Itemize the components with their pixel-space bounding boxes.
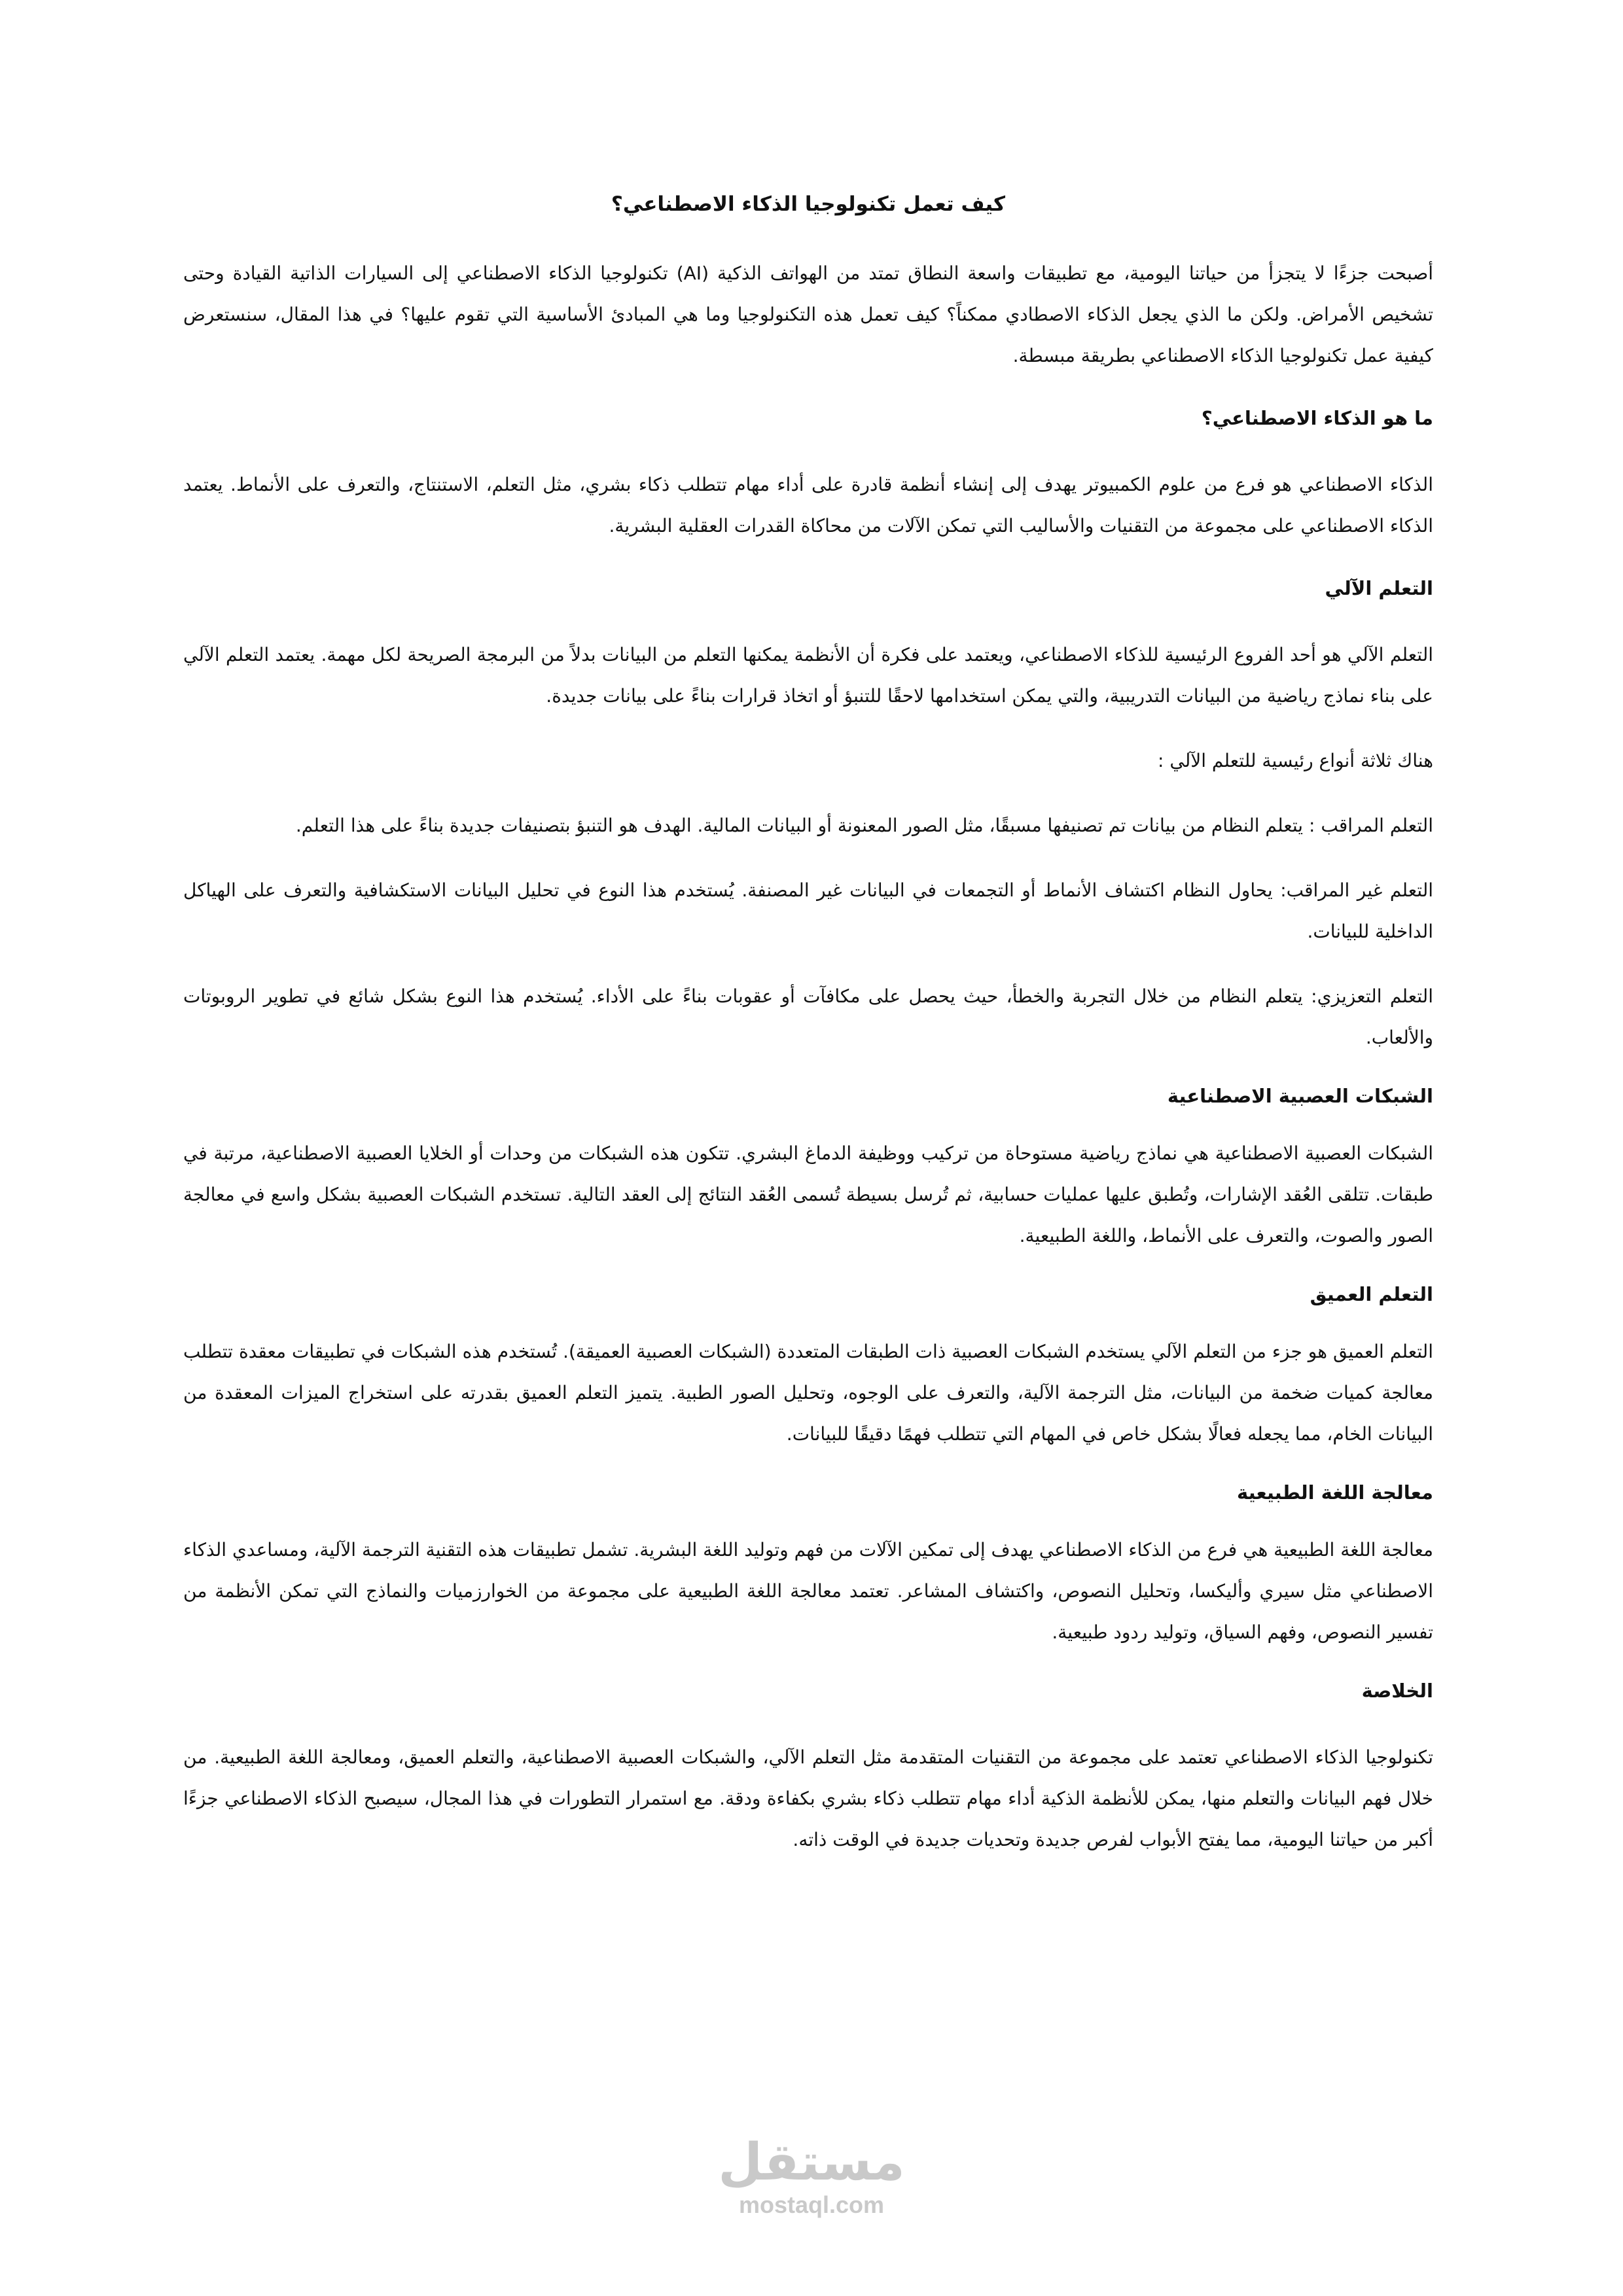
section-paragraph: التعلم التعزيزي: يتعلم النظام من خلال التجربة والخطأ، حيث يحصل على مكافآت أو عقوبات بناءً على الأداء. يُستخدم هذا النوع بشكل شائع في تطوير الروبوتات والألعاب. (183, 985, 1433, 1048)
section-paragraph: التعلم العميق هو جزء من التعلم الآلي يستخدم الشبكات العصبية ذات الطبقات المتعددة (الشبكات العصبية العميقة). تُستخدم هذه الشبكات في تطبيقات معقدة تتطلب معالجة كميات ضخمة من البيانات، مثل الترجمة الآلية، والتعرف على الوجوه، وتحليل الصور الطبية. يتميز التعلم العميق بقدرته على استخراج الميزات المعقدة من البيانات الخام، مما يجعله فعالًا بشكل خاص في المهام التي تتطلب فهمًا دقيقًا للبيانات. (183, 1341, 1433, 1445)
section-paragraph: الذكاء الاصطناعي هو فرع من علوم الكمبيوتر يهدف إلى إنشاء أنظمة قادرة على أداء مهام تتطلب ذكاء بشري، مثل التعلم، الاستنتاج، والتعرف على الأنماط. يعتمد الذكاء الاصطناعي على مجموعة من التقنيات والأساليب التي تمكن الآلات من محاكاة القدرات العقلية البشرية. (183, 474, 1433, 537)
section-heading-conclusion: الخلاصة (1361, 1680, 1433, 1702)
watermark-logo (694, 2133, 929, 2218)
section-paragraph: معالجة اللغة الطبيعية هي فرع من الذكاء الاصطناعي يهدف إلى تمكين الآلات من فهم وتوليد اللغة البشرية. تشمل تطبيقات هذه التقنية الترجمة الآلية، ومساعدي الذكاء الاصطناعي مثل سيري وأليكسا، وتحليل النصوص، واكتشاف المشاعر. تعتمد معالجة اللغة الطبيعية على مجموعة من الخوارزميات والنماذج التي تمكن الأنظمة من تفسير النصوص، وفهم السياق، وتوليد ردود طبيعية. (183, 1539, 1433, 1643)
section-paragraph: التعلم الآلي هو أحد الفروع الرئيسية للذكاء الاصطناعي، ويعتمد على فكرة أن الأنظمة يمكنها التعلم من البيانات بدلاً من البرمجة الصريحة لكل مهمة. يعتمد التعلم الآلي على بناء نماذج رياضية من البيانات التدريبية، والتي يمكن استخدامها لاحقًا للتنبؤ أو اتخاذ قرارات بناءً على بيانات جديدة. (183, 644, 1433, 707)
intro-paragraph: أصبحت جزءًا لا يتجزأ من حياتنا اليومية، مع تطبيقات واسعة النطاق تمتد من الهواتف الذكية (AI) تكنولوجيا الذكاء الاصطناعي إلى السيارات الذاتية القيادة وحتى تشخيص الأمراض. ولكن ما الذي يجعل الذكاء الاصطادي ممكناً؟ كيف تعمل هذه التكنولوجيا وما هي المبادئ الأساسية التي تقوم عليها؟ في هذا المقال، سنستعرض كيفية عمل تكنولوجيا الذكاء الاصطناعي بطريقة مبسطة. (183, 262, 1433, 366)
document-page (183, 190, 1433, 1888)
section-heading-neural-networks: الشبكات العصبية الاصطناعية (1167, 1085, 1433, 1107)
section-heading-nlp: معالجة اللغة الطبيعية (1237, 1481, 1433, 1504)
section-paragraph: تكنولوجيا الذكاء الاصطناعي تعتمد على مجموعة من التقنيات المتقدمة مثل التعلم الآلي، والشبكات العصبية الاصطناعية، والتعلم العميق، ومعالجة اللغة الطبيعية. من خلال فهم البيانات والتعلم منها، يمكن للأنظمة الذكية أداء مهام تتطلب ذكاء بشري بكفاءة ودقة. مع استمرار التطورات في هذا المجال، سيصبح الذكاء الاصطناعي جزءًا أكبر من حياتنا اليومية، مما يفتح الأبواب لفرص جديدة وتحديات جديدة في الوقت ذاته. (183, 1746, 1433, 1850)
section-paragraph: التعلم المراقب : يتعلم النظام من بيانات تم تصنيفها مسبقًا، مثل الصور المعنونة أو البيانات المالية. الهدف هو التنبؤ بتصنيفات جديدة بناءً على هذا التعلم. (295, 815, 1433, 836)
document-title: كيف تعمل تكنولوجيا الذكاء الاصطناعي؟ (611, 192, 1006, 216)
watermark-latin-text: mostaql.com (738, 2191, 885, 2218)
section-paragraph: هناك ثلاثة أنواع رئيسية للتعلم الآلي : (1158, 750, 1433, 771)
section-heading-deep-learning: التعلم العميق (1310, 1283, 1433, 1305)
section-paragraph: الشبكات العصبية الاصطناعية هي نماذج رياضية مستوحاة من تركيب ووظيفة الدماغ البشري. تتكون هذه الشبكات من وحدات أو الخلايا العصبية الاصطناعية، مرتبة في طبقات. تتلقى العُقد الإشارات، وتُطبق عليها عمليات حسابية، ثم تُرسل بسيطة تُسمى العُقد النتائج إلى العقد التالية. تستخدم الشبكات العصبية بشكل واسع في معالجة الصور والصوت، والتعرف على الأنماط، واللغة الطبيعية. (183, 1142, 1433, 1246)
section-paragraph: التعلم غير المراقب: يحاول النظام اكتشاف الأنماط أو التجمعات في البيانات غير المصنفة. يُستخدم هذا النوع في تحليل البيانات الاستكشافية والتعرف على الهياكل الداخلية للبيانات. (183, 879, 1433, 942)
section-heading-what-is-ai: ما هو الذكاء الاصطناعي؟ (1201, 407, 1433, 429)
section-heading-machine-learning: التعلم الآلي (1325, 577, 1433, 599)
watermark-arabic-text: مستقل (718, 2133, 905, 2192)
